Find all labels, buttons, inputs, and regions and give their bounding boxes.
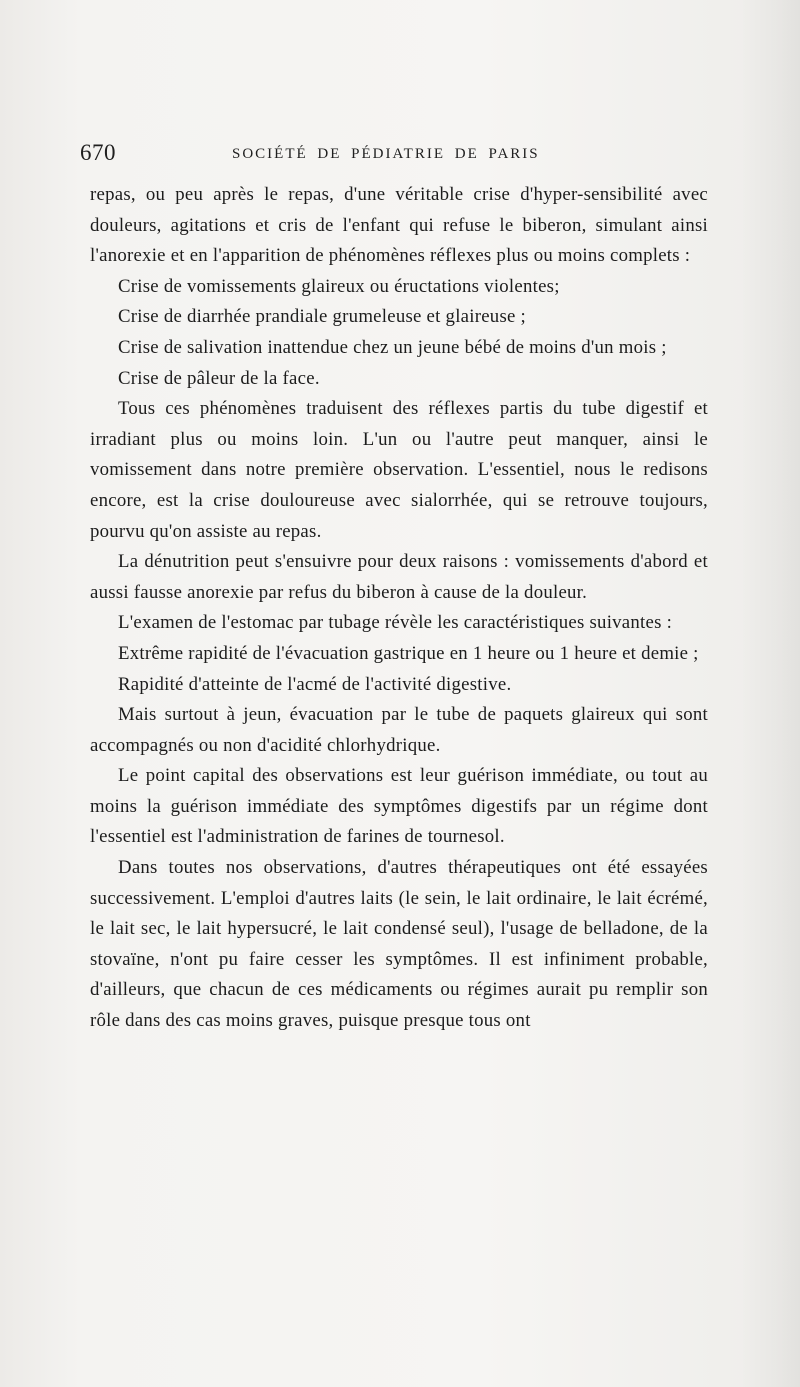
running-head xyxy=(80,140,710,170)
paragraph-examen: L'examen de l'estomac par tubage révèle les caractéristiques suivantes : xyxy=(118,612,673,634)
paragraph-acme: Rapidité d'atteinte de l'acmé de l'activité digestive. xyxy=(118,673,512,695)
paragraph-crise-diarrhee: Crise de diarrhée prandiale grumeleuse et glaireuse ; xyxy=(118,306,527,328)
paragraph-phenomenes: Tous ces phénomènes traduisent des réflexes partis du tube digestif et irradiant plus ou moins loin. L'un ou l'autre peut manquer, ainsi le vomissement dans notre première observation. L'essentiel, nous le redisons encore, est la crise douloureuse avec sialorrhée, qui se retrouve toujours, pourvu qu'on assiste au repas. xyxy=(90,398,708,542)
page-number: 670 xyxy=(80,140,116,165)
page-edge-shadow xyxy=(740,0,800,1387)
paragraph-guerison: Le point capital des observations est leur guérison immédiate, ou tout au moins la guérison immédiate des symptômes digestifs par un régime dont l'essentiel est l'administration de farines de tournesol. xyxy=(90,765,708,848)
paragraph-evacuation: Extrême rapidité de l'évacuation gastrique en 1 heure ou 1 heure et demie ; xyxy=(118,642,699,664)
paragraph-therapeutiques: Dans toutes nos observations, d'autres thérapeutiques ont été essayées successivement. L'emploi d'autres laits (le sein, le lait ordinaire, le lait écrémé, le lait sec, le lait hypersucré, le lait condensé seul), l'usage de belladone, de la stovaïne, n'ont pu faire cesser les symptômes. Il est infiniment probable, d'ailleurs, que chacun de ces médicaments ou régimes aurait pu remplir son rôle dans des cas moins graves, puisque presque tous ont xyxy=(90,857,708,1032)
body-text xyxy=(90,180,708,1037)
paragraph-a-jeun: Mais surtout à jeun, évacuation par le tube de paquets glaireux qui sont accompagnés ou non d'acidité chlorhydrique. xyxy=(90,704,708,756)
paragraph-continued: repas, ou peu après le repas, d'une véritable crise d'hyper-sensibilité avec douleurs, agitations et cris de l'enfant qui refuse le biberon, simulant ainsi l'anorexie et en l'apparition de phénomènes réflexes plus ou moins complets : xyxy=(90,184,708,267)
paragraph-denutrition: La dénutrition peut s'ensuivre pour deux raisons : vomissements d'abord et aussi fausse anorexie par refus du biberon à cause de la douleur. xyxy=(90,551,708,603)
paragraph-crise-vomissements: Crise de vomissements glaireux ou éructations violentes; xyxy=(118,275,560,297)
journal-title: SOCIÉTÉ DE PÉDIATRIE DE PARIS xyxy=(232,146,540,162)
paragraph-crise-salivation: Crise de salivation inattendue chez un jeune bébé de moins d'un mois ; xyxy=(118,336,667,358)
paragraph-crise-paleur: Crise de pâleur de la face. xyxy=(118,367,320,389)
